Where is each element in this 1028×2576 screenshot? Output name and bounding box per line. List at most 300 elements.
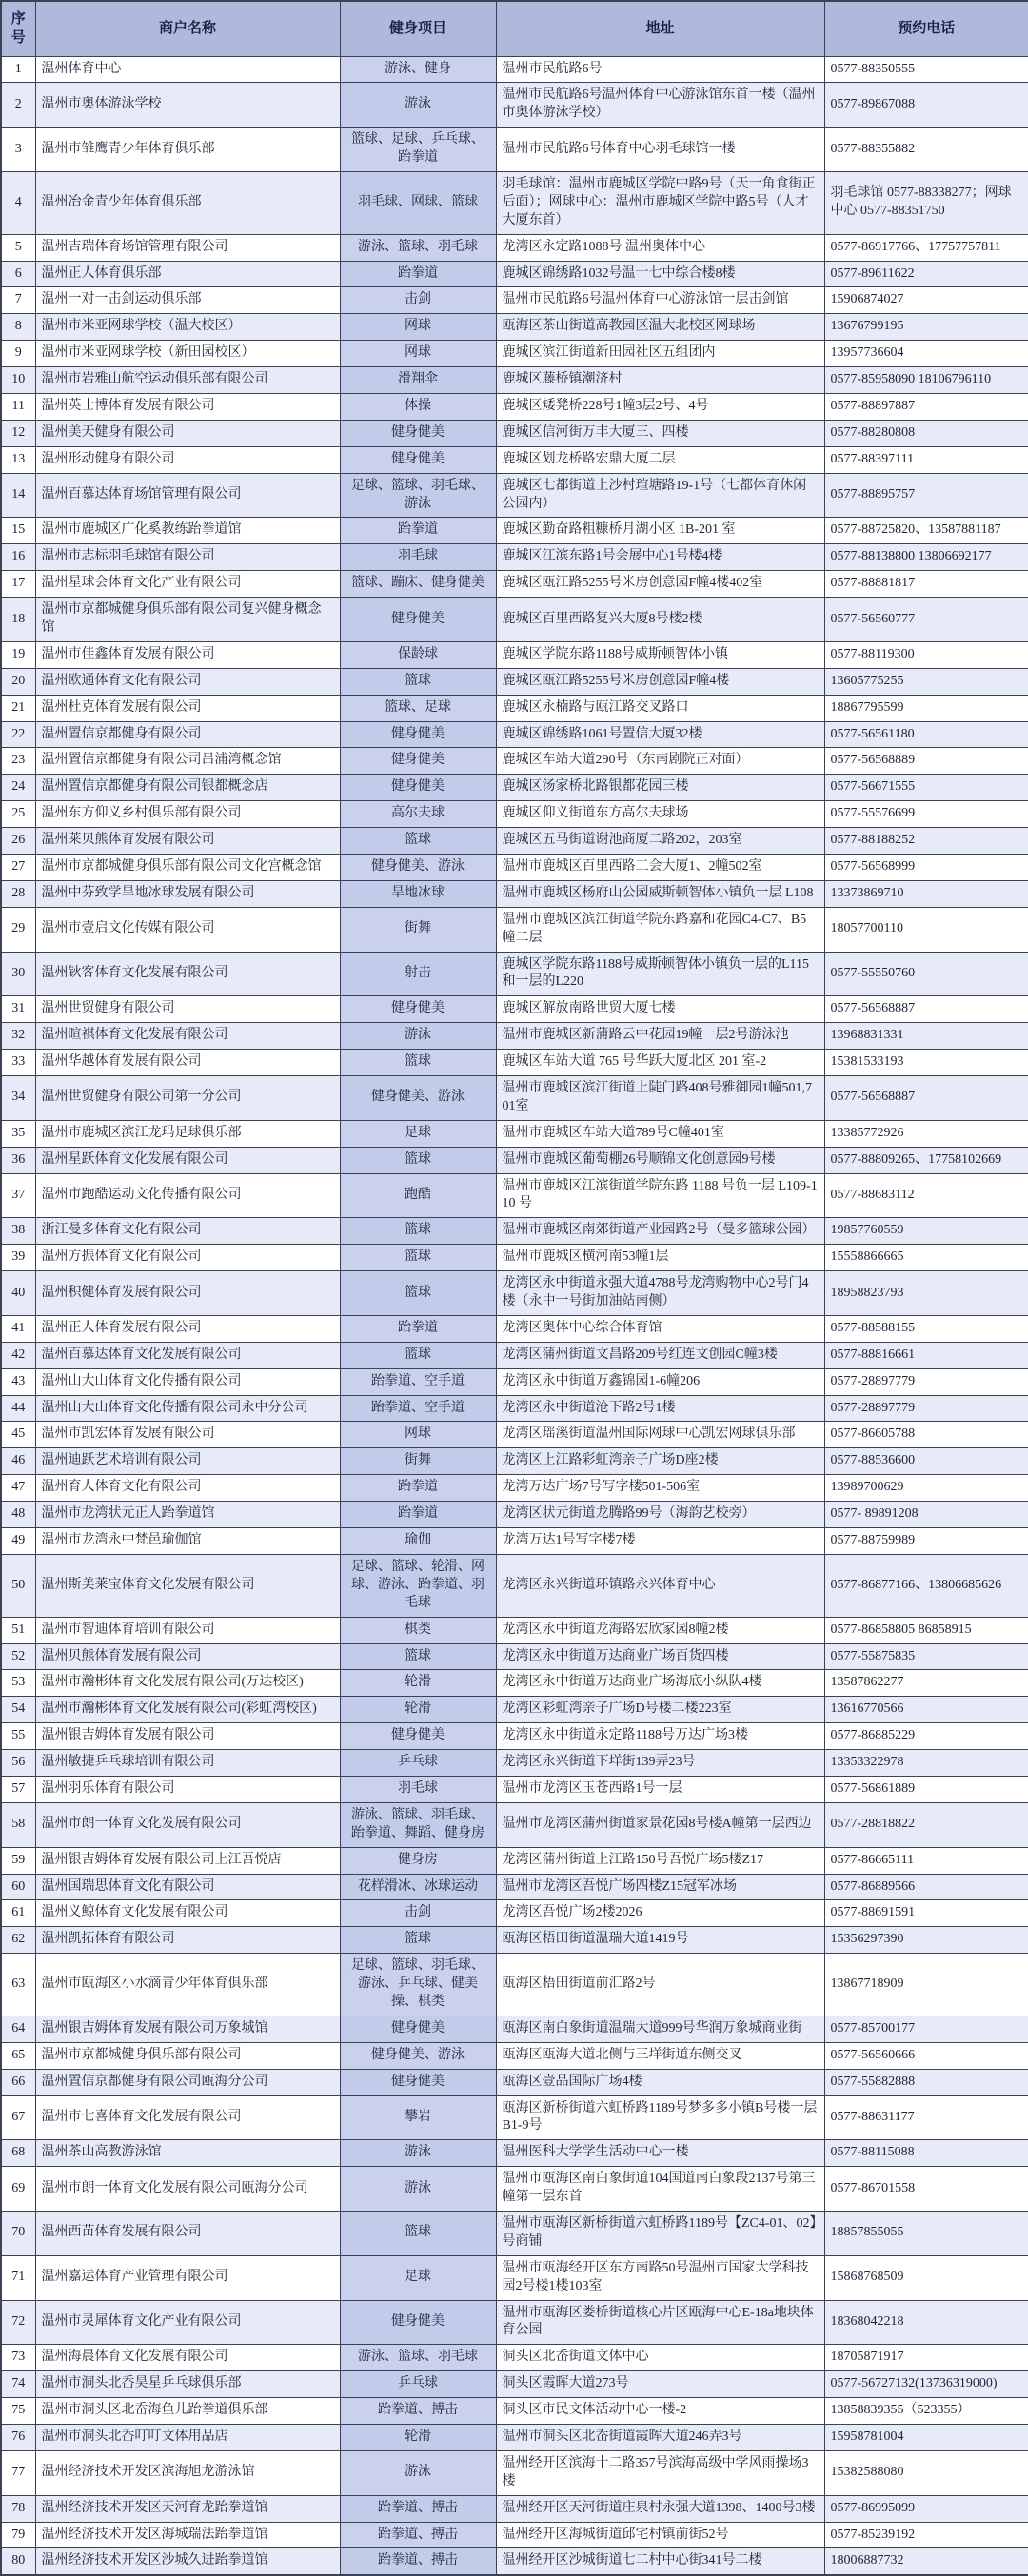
cell-no: 30 [1, 952, 35, 996]
cell-phone: 0577-86995099 [824, 2495, 1028, 2522]
cell-items: 体操 [340, 393, 496, 420]
cell-items: 轮滑 [340, 2425, 496, 2451]
cell-name: 温州钬客体育文化发展有限公司 [35, 952, 340, 996]
cell-items: 网球 [340, 1422, 496, 1448]
cell-name: 温州正人体育俱乐部 [35, 261, 340, 287]
cell-name: 温州银吉姆体育发展有限公司万象城馆 [35, 2016, 340, 2042]
cell-no: 53 [1, 1670, 35, 1697]
cell-no: 27 [1, 855, 35, 881]
cell-items: 跆拳道、搏击 [340, 2398, 496, 2425]
cell-items: 羽毛球 [340, 544, 496, 571]
cell-name: 温州市佳鑫体育发展有限公司 [35, 641, 340, 668]
cell-phone: 0577-28897779 [824, 1395, 1028, 1422]
cell-phone: 13605775255 [824, 668, 1028, 695]
cell-name: 温州国瑞思体育文化有限公司 [35, 1874, 340, 1900]
cell-address: 鹿城区勤奋路粗糠桥月湖小区 1B-201 室 [496, 518, 824, 544]
cell-items: 攀岩 [340, 2095, 496, 2140]
cell-name: 温州市鹿城区广化奚教练跆拳道馆 [35, 518, 340, 544]
cell-items: 篮球、蹦床、健身健美 [340, 571, 496, 598]
cell-items: 游泳 [340, 83, 496, 128]
table-row [1, 2167, 1028, 2212]
table-row [1, 1643, 1028, 1670]
cell-name: 温州一对一击剑运动俱乐部 [35, 287, 340, 314]
cell-items: 羽毛球、网球、篮球 [340, 171, 496, 234]
cell-address: 温州市瓯海区南白象街道104国道南白象段2137号第三幢第一层东首 [496, 2167, 824, 2212]
cell-name: 温州方振体育文化有限公司 [35, 1245, 340, 1271]
cell-no: 41 [1, 1315, 35, 1342]
cell-address: 温州市鹿城区杨府山公园威斯顿智体小镇负一层 L108 [496, 880, 824, 907]
table-row [1, 1422, 1028, 1448]
table-row [1, 721, 1028, 748]
cell-no: 49 [1, 1528, 35, 1555]
table-row [1, 952, 1028, 996]
table-row [1, 2255, 1028, 2300]
header-cell-name: 商户名称 [35, 1, 340, 56]
cell-items: 足球 [340, 2255, 496, 2300]
cell-items: 篮球 [340, 1342, 496, 1368]
cell-address: 瓯海区新桥街道六虹桥路1189号梦多多小镇B号楼一层B1-9号 [496, 2095, 824, 2140]
table-row [1, 1173, 1028, 1218]
cell-name: 温州杜克体育发展有限公司 [35, 695, 340, 721]
table-row [1, 2495, 1028, 2522]
cell-address: 温州市鹿城区滨江街道上陡门路408号雅御园1幢501,701室 [496, 1076, 824, 1121]
cell-address: 鹿城区百里西路复兴大厦8号楼2楼 [496, 598, 824, 642]
cell-phone: 0577-55882888 [824, 2069, 1028, 2095]
cell-name: 温州百慕达体育文化发展有限公司 [35, 1342, 340, 1368]
cell-address: 鹿城区瓯江路5255号米房创意园F幢4楼 [496, 668, 824, 695]
cell-no: 29 [1, 907, 35, 952]
table-row [1, 1120, 1028, 1147]
cell-name: 温州冶金青少年体育俱乐部 [35, 171, 340, 234]
cell-phone: 18867795599 [824, 695, 1028, 721]
cell-name: 温州正人体育发展有限公司 [35, 1315, 340, 1342]
cell-address: 羽毛球馆：温州市鹿城区学院中路9号（天一角食街正后面）；网球中心：温州市鹿城区学院中路5号（人才大厦东首） [496, 171, 824, 234]
cell-phone: 0577-88631177 [824, 2095, 1028, 2140]
cell-address: 鹿城区瓯江路5255号米房创意园F幢4楼402室 [496, 571, 824, 598]
cell-items: 旱地冰球 [340, 880, 496, 907]
cell-address: 龙湾区蒲州街道上江路150号吾悦广场5楼Z17 [496, 1847, 824, 1874]
cell-items: 足球、篮球、轮滑、网球、游泳、跆拳道、羽毛球 [340, 1554, 496, 1617]
cell-name: 温州市奥体游泳学校 [35, 83, 340, 128]
cell-name: 温州市洞头区北岙海鱼儿跆拳道俱乐部 [35, 2398, 340, 2425]
cell-address: 瓯海区梧田街道前汇路2号 [496, 1954, 824, 2016]
cell-no: 58 [1, 1802, 35, 1847]
cell-phone: 0577-28897779 [824, 1368, 1028, 1395]
cell-items: 击剑 [340, 287, 496, 314]
cell-no: 50 [1, 1554, 35, 1617]
cell-phone: 0577-86889566 [824, 1874, 1028, 1900]
cell-name: 温州义鲸体育文化发展有限公司 [35, 1900, 340, 1927]
cell-items: 篮球 [340, 1271, 496, 1316]
cell-no: 79 [1, 2522, 35, 2548]
cell-phone: 15868768509 [824, 2255, 1028, 2300]
cell-address: 温州市龙湾区玉苍西路1号一层 [496, 1776, 824, 1802]
cell-name: 温州暄祺体育文化发展有限公司 [35, 1023, 340, 1050]
cell-no: 71 [1, 2255, 35, 2300]
cell-no: 52 [1, 1643, 35, 1670]
cell-items: 健身健美 [340, 420, 496, 446]
cell-name: 温州市洞头北岙昊星乒乓球俱乐部 [35, 2371, 340, 2398]
table-row [1, 2398, 1028, 2425]
cell-no: 23 [1, 748, 35, 775]
cell-name: 温州银吉姆体育发展有限公司 [35, 1723, 340, 1750]
cell-no: 14 [1, 473, 35, 518]
cell-phone: 0577-56861889 [824, 1776, 1028, 1802]
cell-no: 64 [1, 2016, 35, 2042]
cell-no: 35 [1, 1120, 35, 1147]
cell-no: 69 [1, 2167, 35, 2212]
table-row [1, 234, 1028, 261]
cell-no: 39 [1, 1245, 35, 1271]
cell-address: 龙湾区瑶溪街道温州国际网球中心凯宏网球俱乐部 [496, 1422, 824, 1448]
cell-no: 70 [1, 2211, 35, 2255]
cell-phone: 13867718909 [824, 1954, 1028, 2016]
cell-address: 龙湾万达广场7号写字楼501-506室 [496, 1475, 824, 1502]
cell-address: 瓯海区壹品国际广场4楼 [496, 2069, 824, 2095]
cell-no: 19 [1, 641, 35, 668]
cell-no: 16 [1, 544, 35, 571]
cell-no: 44 [1, 1395, 35, 1422]
cell-phone: 0577-88397111 [824, 446, 1028, 473]
cell-name: 温州市凯宏体育发展有限公司 [35, 1422, 340, 1448]
cell-phone: 0577-56568887 [824, 1076, 1028, 1121]
cell-name: 温州世贸健身有限公司 [35, 996, 340, 1023]
cell-phone: 0577-86885229 [824, 1723, 1028, 1750]
cell-no: 31 [1, 996, 35, 1023]
cell-address: 温州市龙湾区蒲州街道家景花园8号楼A幢第一层西边 [496, 1802, 824, 1847]
cell-items: 健身健美 [340, 2016, 496, 2042]
cell-no: 15 [1, 518, 35, 544]
cell-phone: 0577-88280808 [824, 420, 1028, 446]
cell-no: 1 [1, 56, 35, 83]
cell-no: 40 [1, 1271, 35, 1316]
cell-phone: 0577-85239192 [824, 2522, 1028, 2548]
cell-no: 60 [1, 1874, 35, 1900]
cell-name: 温州英士博体育发展有限公司 [35, 393, 340, 420]
cell-address: 温州市洞头区北岙街道霞晖大道246弄3号 [496, 2425, 824, 2451]
table-row [1, 367, 1028, 394]
header-cell-phone: 预约电话 [824, 1, 1028, 56]
table-row [1, 571, 1028, 598]
table-row [1, 2425, 1028, 2451]
cell-name: 温州市灵犀体育文化产业有限公司 [35, 2300, 340, 2345]
cell-items: 网球 [340, 341, 496, 367]
table-row [1, 1368, 1028, 1395]
cell-no: 5 [1, 234, 35, 261]
cell-items: 羽毛球 [340, 1776, 496, 1802]
table-row [1, 446, 1028, 473]
header-cell-items: 健身项目 [340, 1, 496, 56]
cell-phone: 13957736604 [824, 341, 1028, 367]
cell-address: 温州市鹿城区南郊街道产业园路2号（曼多篮球公园） [496, 1218, 824, 1245]
cell-no: 22 [1, 721, 35, 748]
cell-items: 跆拳道 [340, 1502, 496, 1528]
cell-address: 温州市鹿城区江滨街道学院东路 1188 号负一层 L109-110 号 [496, 1173, 824, 1218]
cell-phone: 15558866665 [824, 1245, 1028, 1271]
cell-name: 温州中芬致学旱地冰球发展有限公司 [35, 880, 340, 907]
cell-no: 33 [1, 1050, 35, 1076]
cell-items: 跆拳道 [340, 1475, 496, 1502]
table-row [1, 341, 1028, 367]
cell-name: 温州体育中心 [35, 56, 340, 83]
table-row [1, 1448, 1028, 1475]
cell-address: 温州市民航路6号温州体育中心游泳馆一层击剑馆 [496, 287, 824, 314]
cell-address: 温州市鹿城区车站大道789号C幢401室 [496, 1120, 824, 1147]
cell-no: 11 [1, 393, 35, 420]
cell-name: 温州华越体育发展有限公司 [35, 1050, 340, 1076]
cell-phone: 15356297390 [824, 1927, 1028, 1954]
cell-address: 鹿城区学院东路1188号威斯顿智体小镇 [496, 641, 824, 668]
table-row [1, 1617, 1028, 1643]
cell-phone: 18958823793 [824, 1271, 1028, 1316]
cell-items: 跑酷 [340, 1173, 496, 1218]
cell-no: 26 [1, 828, 35, 855]
cell-phone: 0577-88119300 [824, 641, 1028, 668]
cell-no: 3 [1, 128, 35, 172]
cell-items: 击剑 [340, 1900, 496, 1927]
cell-items: 花样滑冰、冰球运动 [340, 1874, 496, 1900]
cell-name: 温州市京都城健身俱乐部有限公司复兴健身概念馆 [35, 598, 340, 642]
cell-address: 温州市鹿城区横河南53幢1层 [496, 1245, 824, 1271]
cell-no: 25 [1, 801, 35, 828]
cell-name: 温州市七喜体育文化发展有限公司 [35, 2095, 340, 2140]
cell-phone: 13616770566 [824, 1697, 1028, 1723]
table-row [1, 1750, 1028, 1777]
cell-phone: 0577-88816661 [824, 1342, 1028, 1368]
table-row [1, 1475, 1028, 1502]
table-row [1, 1342, 1028, 1368]
cell-phone: 0577-56671555 [824, 775, 1028, 801]
cell-no: 8 [1, 314, 35, 341]
cell-items: 游泳、篮球、羽毛球、跆拳道、舞蹈、健身房 [340, 1802, 496, 1847]
table-row [1, 1271, 1028, 1316]
cell-phone: 18705871917 [824, 2345, 1028, 2371]
cell-name: 温州经济技术开发区滨海旭龙游泳馆 [35, 2450, 340, 2495]
cell-address: 龙湾区永定路1088号 温州奥体中心 [496, 234, 824, 261]
cell-address: 鹿城区学院东路1188号威斯顿智体小镇负一层的L115和一层的L220 [496, 952, 824, 996]
cell-phone: 0577-86605788 [824, 1422, 1028, 1448]
cell-phone: 13968831331 [824, 1023, 1028, 1050]
cell-items: 健身健美 [340, 2300, 496, 2345]
cell-no: 57 [1, 1776, 35, 1802]
cell-items: 网球 [340, 314, 496, 341]
cell-no: 38 [1, 1218, 35, 1245]
table-row [1, 473, 1028, 518]
cell-no: 51 [1, 1617, 35, 1643]
cell-items: 篮球 [340, 1927, 496, 1954]
table-row [1, 1954, 1028, 2016]
cell-items: 跆拳道、搏击 [340, 2522, 496, 2548]
cell-name: 温州置信京都健身有限公司 [35, 721, 340, 748]
cell-phone: 0577-86877166、13806685626 [824, 1554, 1028, 1617]
cell-items: 街舞 [340, 907, 496, 952]
cell-items: 篮球、足球、乒乓球、跆拳道 [340, 128, 496, 172]
cell-no: 2 [1, 83, 35, 128]
cell-address: 龙湾区永中街道永定路1188号万达广场3楼 [496, 1723, 824, 1750]
cell-name: 温州星跃体育文化发展有限公司 [35, 1147, 340, 1173]
cell-phone: 0577-88897887 [824, 393, 1028, 420]
table-row [1, 668, 1028, 695]
cell-items: 瑜伽 [340, 1528, 496, 1555]
cell-address: 温州医科大学学生活动中心一楼 [496, 2140, 824, 2167]
table-row [1, 1528, 1028, 1555]
cell-name: 温州贝熊体育发展有限公司 [35, 1643, 340, 1670]
cell-no: 73 [1, 2345, 35, 2371]
cell-phone: 13676799195 [824, 314, 1028, 341]
cell-name: 温州市京都城健身俱乐部有限公司文化宫概念馆 [35, 855, 340, 881]
table-row [1, 695, 1028, 721]
cell-phone: 13858839355（523355） [824, 2398, 1028, 2425]
cell-name: 温州市志标羽毛球馆有限公司 [35, 544, 340, 571]
cell-no: 67 [1, 2095, 35, 2140]
cell-no: 59 [1, 1847, 35, 1874]
cell-items: 保龄球 [340, 641, 496, 668]
table-row [1, 996, 1028, 1023]
cell-no: 76 [1, 2425, 35, 2451]
cell-items: 健身健美 [340, 1723, 496, 1750]
table-row [1, 1697, 1028, 1723]
cell-name: 温州世贸健身有限公司第一分公司 [35, 1076, 340, 1121]
cell-items: 篮球、足球 [340, 695, 496, 721]
cell-no: 4 [1, 171, 35, 234]
table-row [1, 261, 1028, 287]
cell-phone: 0577-88536600 [824, 1448, 1028, 1475]
cell-no: 45 [1, 1422, 35, 1448]
cell-phone: 0577-88725820、13587881187 [824, 518, 1028, 544]
table-row [1, 2016, 1028, 2042]
cell-phone: 0577-88895757 [824, 473, 1028, 518]
cell-phone: 0577-88350555 [824, 56, 1028, 83]
cell-address: 龙湾区永中街道万达商业广场海底小纵队4楼 [496, 1670, 824, 1697]
cell-no: 68 [1, 2140, 35, 2167]
cell-address: 温州经开区滨海十二路357号滨海高级中学风雨操场3楼 [496, 2450, 824, 2495]
cell-phone: 0577-89611622 [824, 261, 1028, 287]
table-row [1, 598, 1028, 642]
cell-address: 龙湾区永中街道万达商业广场百货四楼 [496, 1643, 824, 1670]
cell-no: 34 [1, 1076, 35, 1121]
cell-phone: 15906874027 [824, 287, 1028, 314]
cell-items: 健身健美、游泳 [340, 1076, 496, 1121]
cell-name: 温州市壹启文化传媒有限公司 [35, 907, 340, 952]
cell-phone: 18857855055 [824, 2211, 1028, 2255]
table-row [1, 855, 1028, 881]
cell-no: 80 [1, 2548, 35, 2575]
cell-address: 温州市鹿城区新蒲路云中花园19幢一层2号游泳池 [496, 1023, 824, 1050]
cell-phone: 0577-88759989 [824, 1528, 1028, 1555]
cell-phone: 0577-88881817 [824, 571, 1028, 598]
cell-name: 温州市朗一体育文化发展有限公司瓯海分公司 [35, 2167, 340, 2212]
table-row [1, 2042, 1028, 2069]
table-row [1, 1315, 1028, 1342]
cell-no: 54 [1, 1697, 35, 1723]
cell-items: 健身健美 [340, 446, 496, 473]
cell-items: 篮球 [340, 1147, 496, 1173]
cell-address: 龙湾区永中街道龙海路宏欣家园8幢2楼 [496, 1617, 824, 1643]
cell-address: 龙湾区蒲州街道文昌路209号红连文创园C幢3楼 [496, 1342, 824, 1368]
cell-address: 龙湾区彩虹湾亲子广场D号楼二楼223室 [496, 1697, 824, 1723]
cell-name: 温州莱贝熊体育发展有限公司 [35, 828, 340, 855]
cell-name: 温州美天健身有限公司 [35, 420, 340, 446]
cell-items: 滑翔伞 [340, 367, 496, 394]
cell-name: 温州市鹿城区滨江龙玛足球俱乐部 [35, 1120, 340, 1147]
cell-phone: 13989700629 [824, 1475, 1028, 1502]
cell-no: 75 [1, 2398, 35, 2425]
cell-name: 温州茶山高教游泳馆 [35, 2140, 340, 2167]
cell-no: 36 [1, 1147, 35, 1173]
cell-phone: 15958781004 [824, 2425, 1028, 2451]
cell-phone: 0577-56568889 [824, 748, 1028, 775]
cell-no: 28 [1, 880, 35, 907]
cell-phone: 13587862277 [824, 1670, 1028, 1697]
cell-address: 龙湾区状元街道龙腾路99号（海韵艺校旁） [496, 1502, 824, 1528]
cell-name: 温州西苗体育发展有限公司 [35, 2211, 340, 2255]
cell-name: 温州迪跃艺术培训有限公司 [35, 1448, 340, 1475]
cell-no: 78 [1, 2495, 35, 2522]
table-row [1, 2069, 1028, 2095]
cell-name: 温州置信京都健身有限公司银都概念店 [35, 775, 340, 801]
table-row [1, 1050, 1028, 1076]
cell-name: 温州置信京都健身有限公司瓯海分公司 [35, 2069, 340, 2095]
cell-address: 温州经开区沙城街道七二村中心街341号二楼 [496, 2548, 824, 2575]
cell-phone: 0577-88138800 13806692177 [824, 544, 1028, 571]
cell-phone: 19857760559 [824, 1218, 1028, 1245]
cell-no: 62 [1, 1927, 35, 1954]
cell-phone: 羽毛球馆 0577-88338277；网球中心 0577-88351750 [824, 171, 1028, 234]
table-row [1, 314, 1028, 341]
cell-no: 6 [1, 261, 35, 287]
cell-phone: 0577-55550760 [824, 952, 1028, 996]
cell-items: 足球 [340, 1120, 496, 1147]
table-row [1, 287, 1028, 314]
cell-address: 瓯海区瓯海大道北侧与三垟街道东侧交叉 [496, 2042, 824, 2069]
cell-phone: 0577-85700177 [824, 2016, 1028, 2042]
cell-address: 温州市瓯海经开区东方南路50号温州市国家大学科技园2号楼1楼103室 [496, 2255, 824, 2300]
cell-name: 温州嘉运体育产业管理有限公司 [35, 2255, 340, 2300]
cell-address: 龙湾区永中街道永强大道4788号龙湾购物中心2号门4楼（永中一号街加油站南侧） [496, 1271, 824, 1316]
cell-name: 温州形动健身有限公司 [35, 446, 340, 473]
cell-no: 20 [1, 668, 35, 695]
cell-name: 温州星球会体育文化产业有限公司 [35, 571, 340, 598]
cell-no: 48 [1, 1502, 35, 1528]
cell-phone: 0577-56568999 [824, 855, 1028, 881]
cell-items: 足球、篮球、羽毛球、游泳 [340, 473, 496, 518]
cell-phone: 15381533193 [824, 1050, 1028, 1076]
cell-items: 篮球 [340, 668, 496, 695]
cell-phone: 0577-88355882 [824, 128, 1028, 172]
cell-phone: 13373869710 [824, 880, 1028, 907]
cell-phone: 18368042218 [824, 2300, 1028, 2345]
cell-name: 温州欧通体育文化有限公司 [35, 668, 340, 695]
cell-items: 健身健美 [340, 2069, 496, 2095]
cell-name: 温州育人体育文化有限公司 [35, 1475, 340, 1502]
header-cell-no: 序号 [1, 1, 35, 56]
cell-no: 46 [1, 1448, 35, 1475]
cell-name: 温州置信京都健身有限公司吕浦湾概念馆 [35, 748, 340, 775]
cell-name: 温州经济技术开发区天河育龙跆拳道馆 [35, 2495, 340, 2522]
cell-phone: 0577-56727132(13736319000) [824, 2371, 1028, 2398]
cell-items: 游泳 [340, 2450, 496, 2495]
table-row [1, 1147, 1028, 1173]
cell-items: 轮滑 [340, 1697, 496, 1723]
table-row [1, 83, 1028, 128]
table-row [1, 748, 1028, 775]
cell-name: 温州经济技术开发区海城瑞法跆拳道馆 [35, 2522, 340, 2548]
cell-no: 61 [1, 1900, 35, 1927]
cell-items: 篮球 [340, 2211, 496, 2255]
cell-phone: 0577-85958090 18106796110 [824, 367, 1028, 394]
cell-items: 跆拳道、搏击 [340, 2548, 496, 2575]
cell-phone: 0577-86917766、17757757811 [824, 234, 1028, 261]
